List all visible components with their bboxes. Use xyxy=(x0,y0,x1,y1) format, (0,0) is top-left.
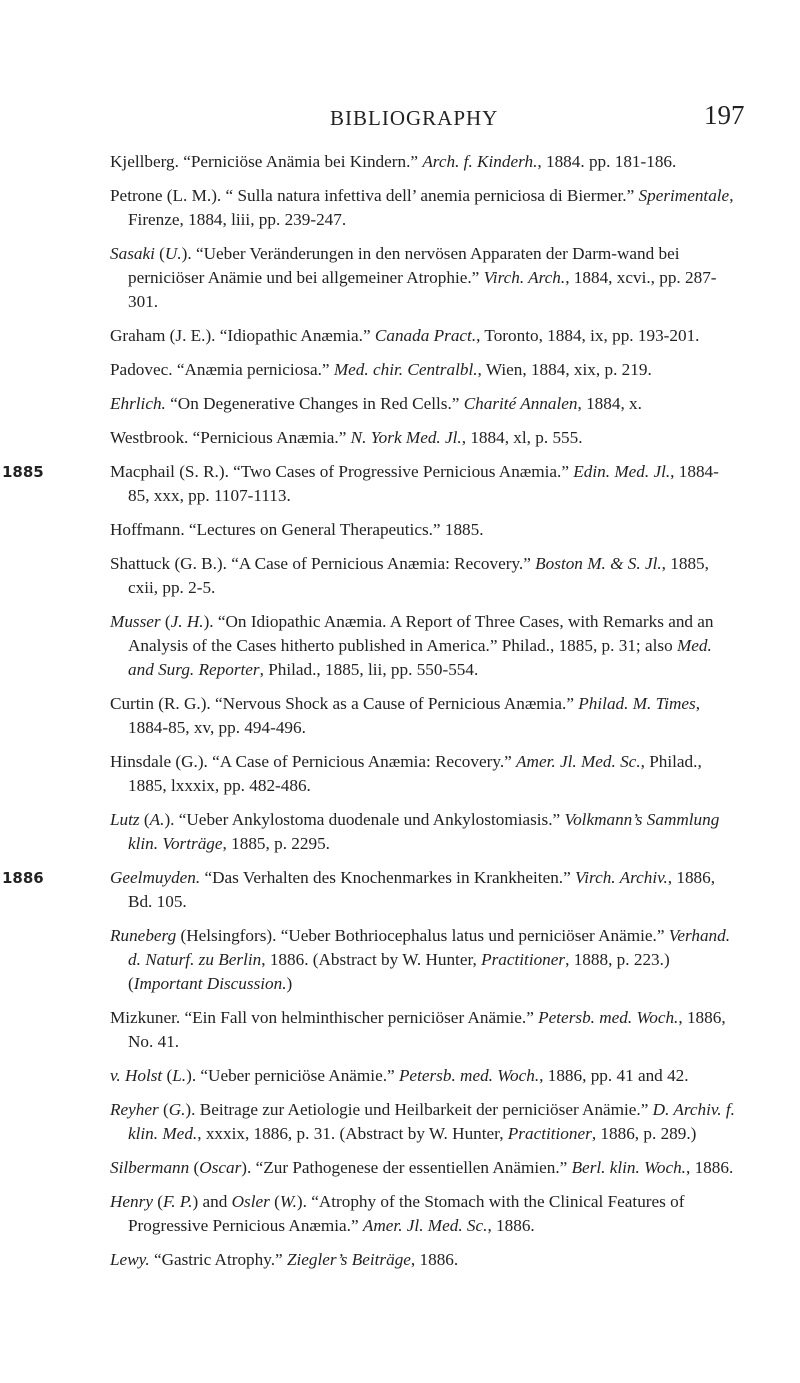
entry-text: , 1885, p. 2295. xyxy=(222,834,330,853)
entry-text: “On Degenerative Changes in Red Cells.” xyxy=(165,394,464,413)
entry-text: “Das Verhalten des Knochenmarkes in Krankheiten.” xyxy=(200,868,576,887)
italic-text: Volkmann’s Sammlung klin. Vorträge xyxy=(128,810,720,853)
bibliography-entry xyxy=(110,242,738,314)
italic-text: Verhand. d. Naturf. zu Berlin xyxy=(128,926,731,969)
entry-text: , Philad., 1885, lxxxix, pp. 482-486. xyxy=(128,752,702,795)
entry-text: , 1884-85, xxx, pp. 1107-1113. xyxy=(128,462,719,505)
page-header xyxy=(0,100,800,140)
entry-text: , 1884. pp. 181-186. xyxy=(537,152,677,171)
italic-text: Charité Annalen xyxy=(463,394,578,413)
year-marker: 1885 xyxy=(2,463,44,481)
italic-text: Reyher xyxy=(110,1100,159,1119)
bibliography-entry xyxy=(110,1190,738,1238)
entry-text: ( xyxy=(269,1192,280,1211)
italic-text: Lewy. xyxy=(110,1250,150,1269)
italic-text: G. xyxy=(168,1100,186,1119)
bibliography-entry xyxy=(110,808,738,856)
italic-text: Henry xyxy=(110,1192,153,1211)
bibliography-entry xyxy=(110,552,738,600)
bibliography-entry xyxy=(110,184,738,232)
italic-text: Lutz xyxy=(110,810,140,829)
bibliography-entry xyxy=(2,866,738,914)
bibliography-entry xyxy=(110,392,738,416)
entry-text: , 1886, Bd. 105. xyxy=(128,868,716,911)
italic-text: Berl. klin. Woch. xyxy=(571,1158,686,1177)
entry-text: Hinsdale (G.). “A Case of Pernicious Anæmia: Recovery.” xyxy=(110,752,517,771)
italic-text: U. xyxy=(164,244,182,263)
bibliography-entry xyxy=(110,426,738,450)
italic-text: Important Discussion. xyxy=(133,974,287,993)
italic-text: N. York Med. Jl. xyxy=(350,428,462,447)
bibliography-entry xyxy=(110,324,738,348)
entry-text: , Toronto, 1884, ix, pp. 193-201. xyxy=(476,326,700,345)
bibliography-list xyxy=(0,150,800,1282)
entry-text: , 1886, p. 289.) xyxy=(591,1124,697,1143)
entry-text: , 1886. xyxy=(685,1158,734,1177)
entry-text: ). “Atrophy of the Stomach with the Clinical Features of Progressive Pernicious Anæmia.” xyxy=(128,1192,685,1235)
italic-text: D. Archiv. f. klin. Med. xyxy=(128,1100,735,1143)
italic-text: Philad. M. Times xyxy=(578,694,696,713)
italic-text: Geelmuyden. xyxy=(110,868,201,887)
entry-text: Mizkuner. “Ein Fall von helminthischer perniciöser Anämie.” xyxy=(110,1008,539,1027)
bibliography-entry xyxy=(110,1006,738,1054)
entry-text: , Wien, 1884, xix, p. 219. xyxy=(477,360,652,379)
italic-text: Boston M. & S. Jl. xyxy=(535,554,662,573)
italic-text: Virch. Archiv. xyxy=(575,868,668,887)
entry-text: Kjellberg. “Perniciöse Anämia bei Kindern.” xyxy=(110,152,423,171)
bibliography-entry xyxy=(110,1064,738,1088)
italic-text: Arch. f. Kinderh. xyxy=(422,152,538,171)
italic-text: Petersb. med. Woch. xyxy=(538,1008,679,1027)
entry-text: , Philad., 1885, lii, pp. 550-554. xyxy=(259,660,479,679)
entry-text: , 1885, cxii, pp. 2-5. xyxy=(128,554,709,597)
italic-text: J. H. xyxy=(170,612,204,631)
entry-text: ). Beitrage zur Aetiologie und Heilbarkeit der perniciöser Anämie.” xyxy=(185,1100,653,1119)
entry-text: ( xyxy=(160,612,171,631)
italic-text: Virch. Arch. xyxy=(483,268,566,287)
italic-text: Med. and Surg. Reporter xyxy=(128,636,712,679)
bibliography-entry xyxy=(110,358,738,382)
entry-text: , Firenze, 1884, liii, pp. 239-247. xyxy=(128,186,734,229)
entry-text: ). “Ueber perniciöse Anämie.” xyxy=(186,1066,399,1085)
italic-text: v. Holst xyxy=(110,1066,163,1085)
running-title: BIBLIOGRAPHY xyxy=(330,106,499,130)
bibliography-entry xyxy=(110,1248,738,1272)
entry-text: Shattuck (G. B.). “A Case of Pernicious Anæmia: Recovery.” xyxy=(110,554,536,573)
italic-text: Med. chir. Centralbl. xyxy=(333,360,478,379)
italic-text: Amer. Jl. Med. Sc. xyxy=(516,752,641,771)
entry-text: Padovec. “Anæmia perniciosa.” xyxy=(110,360,334,379)
entry-text: , 1886. (Abstract by W. Hunter, xyxy=(261,950,482,969)
italic-text: F. P. xyxy=(162,1192,193,1211)
bibliography-entry xyxy=(110,150,738,174)
entry-text: , 1884, xl, p. 555. xyxy=(461,428,583,447)
entry-text: Graham (J. E.). “Idiopathic Anæmia.” xyxy=(110,326,375,345)
italic-text: Oscar xyxy=(199,1158,242,1177)
year-marker: 1886 xyxy=(2,869,44,887)
entry-text: Hoffmann. “Lectures on General Therapeutics.” 1885. xyxy=(110,520,484,539)
entry-text: ). “Ueber Ankylostoma duodenale und Ankylostomiasis.” xyxy=(164,810,565,829)
entry-text: ) xyxy=(286,974,293,993)
entry-text: , xxxix, 1886, p. 31. (Abstract by W. Hunter, xyxy=(197,1124,508,1143)
bibliography-entry xyxy=(2,460,738,508)
italic-text: Runeberg xyxy=(110,926,177,945)
italic-text: Ehrlich. xyxy=(110,394,166,413)
entry-text: ( xyxy=(158,1100,169,1119)
italic-text: Sperimentale xyxy=(638,186,730,205)
entry-text: ( xyxy=(162,1066,173,1085)
entry-text: , 1888, p. 223.) ( xyxy=(128,950,670,993)
italic-text: Silbermann xyxy=(110,1158,190,1177)
italic-text: Petersb. med. Woch. xyxy=(398,1066,540,1085)
entry-text: , 1884-85, xv, pp. 494-496. xyxy=(128,694,701,737)
entry-text: , 1886, No. 41. xyxy=(128,1008,726,1051)
entry-text: ( xyxy=(139,810,150,829)
italic-text: Practitioner xyxy=(507,1124,592,1143)
entry-text: ( xyxy=(152,1192,163,1211)
italic-text: Amer. Jl. Med. Sc. xyxy=(362,1216,488,1235)
italic-text: Edin. Med. Jl. xyxy=(573,462,671,481)
entry-text: ). “Ueber Veränderungen in den nervösen Apparaten der Darm-wand bei perniciöser Anämie und bei allgemeiner Atrophie.” xyxy=(128,244,680,287)
italic-text: Sasaki xyxy=(110,244,155,263)
entry-text: (Helsingfors). “Ueber Bothriocephalus latus und perniciöser Anämie.” xyxy=(176,926,669,945)
bibliography-entry xyxy=(110,750,738,798)
italic-text: Canada Pract. xyxy=(374,326,477,345)
entry-text: , 1884, xcvi., pp. 287-301. xyxy=(128,268,717,311)
entry-text: “Gastric Atrophy.” xyxy=(149,1250,287,1269)
bibliography-entry xyxy=(110,1156,738,1180)
entry-text: Macphail (S. R.). “Two Cases of Progressive Pernicious Anæmia.” xyxy=(110,462,574,481)
italic-text: Musser xyxy=(110,612,161,631)
entry-text: ( xyxy=(154,244,165,263)
entry-text: ) and xyxy=(192,1192,232,1211)
bibliography-entry xyxy=(110,692,738,740)
italic-text: Ziegler’s Beiträge xyxy=(286,1250,411,1269)
entry-text: , 1884, x. xyxy=(577,394,642,413)
entry-text: ). “On Idiopathic Anæmia. A Report of Three Cases, with Remarks and an Analysis of the Cases hitherto published in America.” Philad., 1885, p. 31; also xyxy=(128,612,714,655)
bibliography-entry xyxy=(110,924,738,996)
bibliography-entry xyxy=(110,518,738,542)
italic-text: W. xyxy=(279,1192,297,1211)
entry-text: Curtin (R. G.). “Nervous Shock as a Cause of Pernicious Anæmia.” xyxy=(110,694,579,713)
italic-text: A. xyxy=(149,810,165,829)
page-number: 197 xyxy=(704,100,745,130)
entry-text: , 1886. xyxy=(410,1250,459,1269)
italic-text: Osler xyxy=(231,1192,270,1211)
italic-text: Practitioner xyxy=(481,950,566,969)
entry-text: Petrone (L. M.). “ Sulla natura infettiva dell’ anemia perniciosa di Biermer.” xyxy=(110,186,639,205)
bibliography-entry xyxy=(110,1098,738,1146)
entry-text: ). “Zur Pathogenese der essentiellen Anämien.” xyxy=(241,1158,572,1177)
bibliography-entry xyxy=(110,610,738,682)
entry-text: , 1886. xyxy=(487,1216,535,1235)
entry-text: Westbrook. “Pernicious Anæmia.” xyxy=(110,428,351,447)
entry-text: , 1886, pp. 41 and 42. xyxy=(539,1066,689,1085)
entry-text: ( xyxy=(189,1158,200,1177)
italic-text: L. xyxy=(172,1066,187,1085)
